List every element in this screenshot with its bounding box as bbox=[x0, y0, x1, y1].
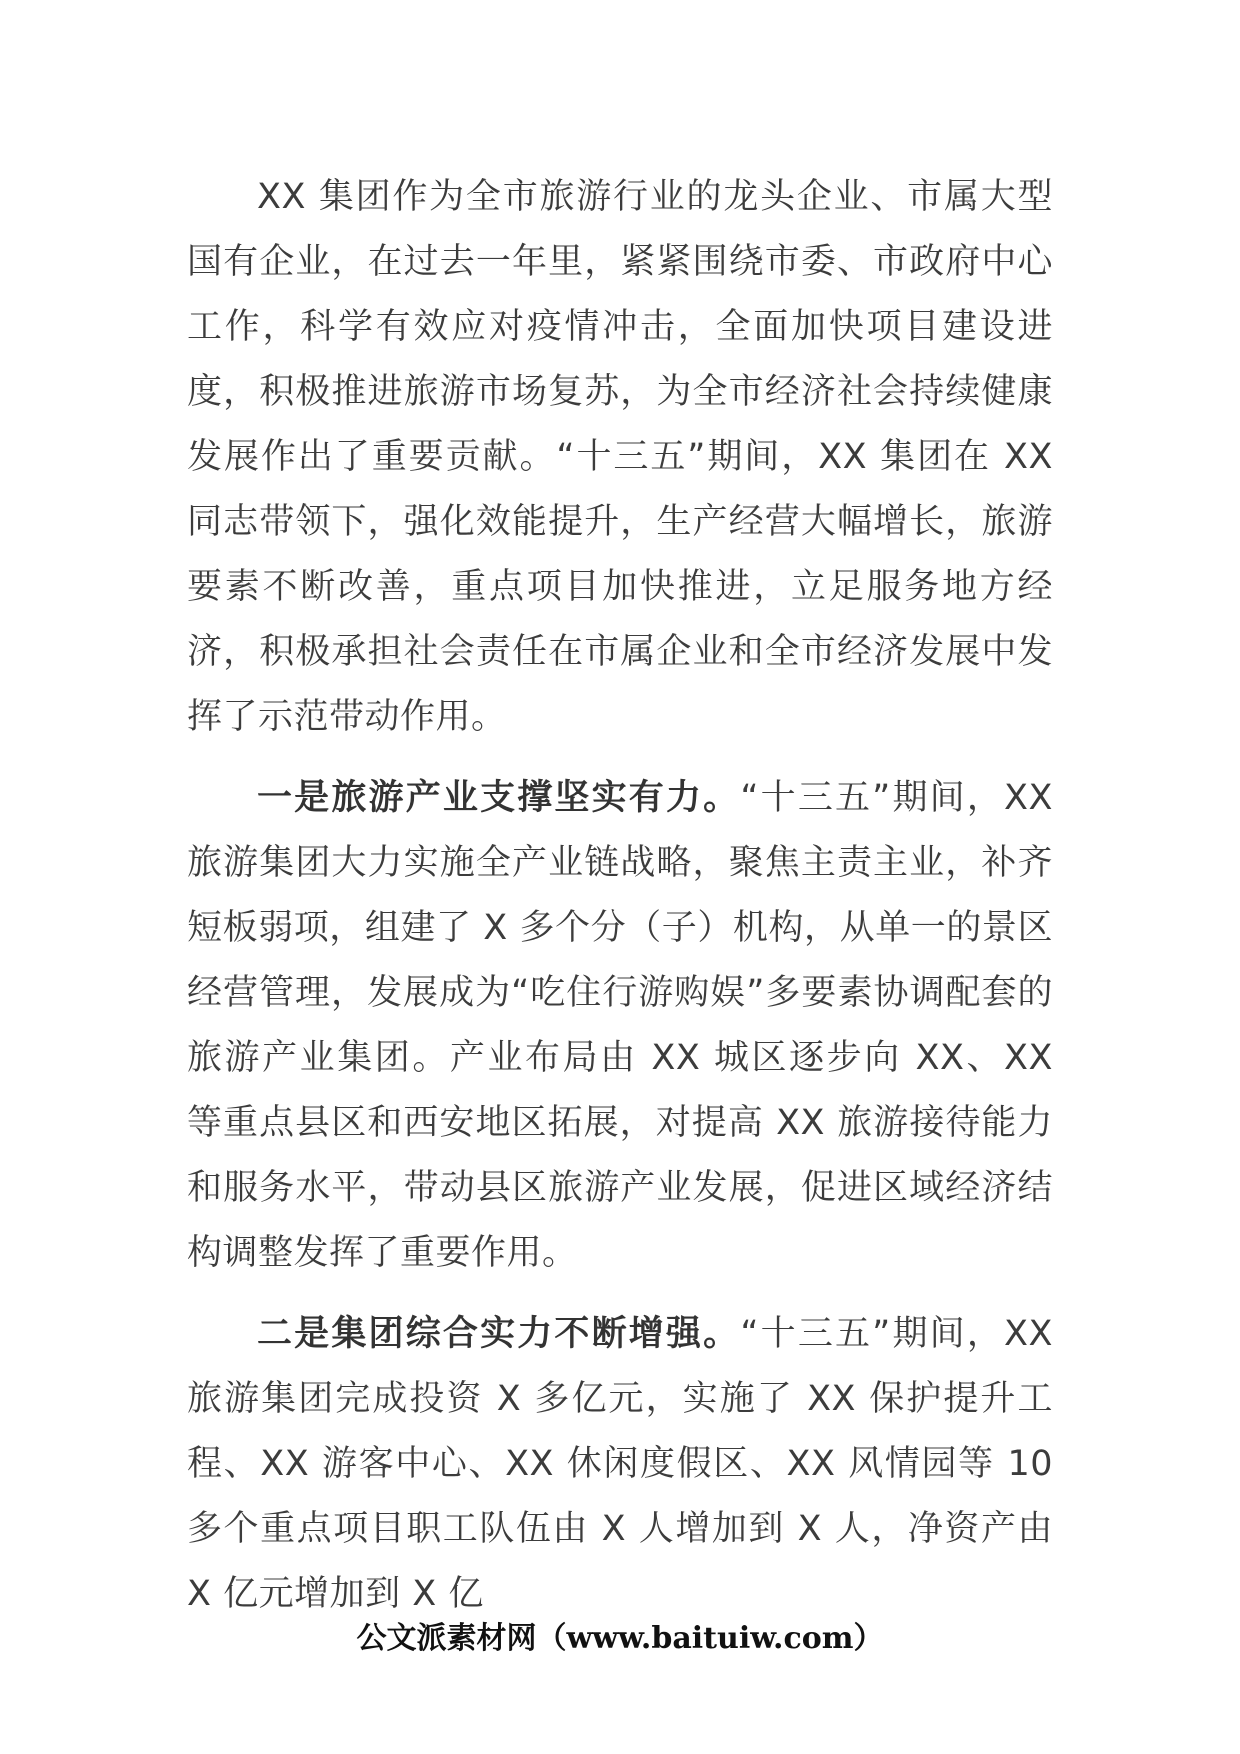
paragraph-lead: 一是旅游产业支撑坚实有力。 bbox=[257, 778, 741, 818]
paragraph-text: “十三五”期间，XX 旅游集团完成投资 X 多亿元，实施了 XX 保护提升工程、XX 游客中心、XX 休闲度假区、XX 风情园等 10 多个重点项目职工队伍由 X 人增加到 X 人，净资产由 X 亿元增加到 X 亿 bbox=[187, 1314, 1053, 1614]
paragraph-group-strength bbox=[187, 1302, 1053, 1627]
paragraph-lead: 二是集团综合实力不断增强。 bbox=[257, 1314, 741, 1354]
paragraph-text: “十三五”期间，XX 旅游集团大力实施全产业链战略，聚焦主责主业，补齐短板弱项，组建了 X 多个分（子）机构，从单一的景区经营管理，发展成为“吃住行游购娱”多要素协调配套的旅游产业集团。产业布局由 XX 城区逐步向 XX、XX 等重点县区和西安地区拓展，对提高 XX 旅游接待能力和服务水平，带动县区旅游产业发展，促进区域经济结构调整发挥了重要作用。 bbox=[187, 778, 1053, 1273]
footer-watermark: 公文派素材网（www.baituiw.com） bbox=[356, 1621, 884, 1656]
paragraph-tourism-industry bbox=[187, 766, 1053, 1286]
paragraph-intro bbox=[187, 165, 1053, 750]
paragraph-text: XX 集团作为全市旅游行业的龙头企业、市属大型国有企业，在过去一年里，紧紧围绕市委、市政府中心工作，科学有效应对疫情冲击，全面加快项目建设进度，积极推进旅游市场复苏，为全市经济社会持续健康发展作出了重要贡献。“十三五”期间，XX 集团在 XX 同志带领下，强化效能提升，生产经营大幅增长，旅游要素不断改善，重点项目加快推进，立足服务地方经济，积极承担社会责任在市属企业和全市经济发展中发挥了示范带动作用。 bbox=[187, 177, 1053, 737]
document-body bbox=[187, 165, 1053, 1643]
